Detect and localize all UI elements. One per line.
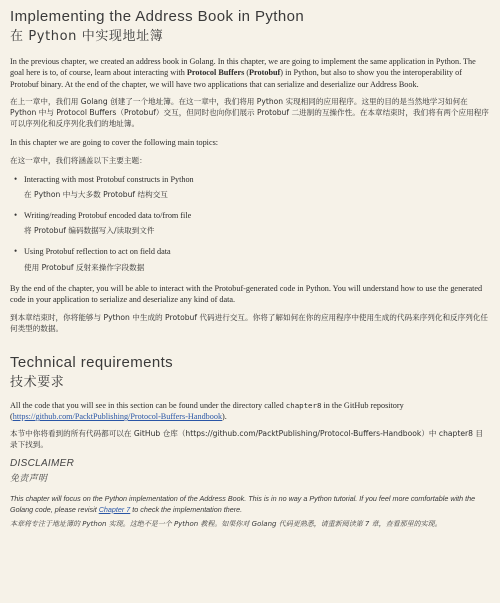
list-item — [10, 246, 490, 272]
topics-intro-en: In this chapter we are going to cover the following main topics: — [10, 138, 219, 148]
intro-paragraph-en: In the previous chapter, we created an address book in Golang. In this chapter, we are going to implement the same application in Python. The goal here is to, of course, learn about interacting with Protocol Buffers (Protobuf) in Python, but also to show you the interoperability of Protobuf binary. At the end of the chapter, we will have two applications that can serialize and deserialize our Address Book. — [10, 57, 476, 89]
chapter-7-link[interactable]: Chapter 7 — [98, 504, 131, 514]
topics-intro-cn: 在这一章中，我们将涵盖以下主要主题： — [10, 155, 147, 165]
document-page — [10, 8, 490, 534]
list-item — [10, 174, 490, 200]
protobuf-term: Protobuf — [249, 68, 281, 78]
chapter-title-cn: 在 Python 中实现地址簿 — [10, 29, 164, 44]
section-title-en: Technical requirements — [10, 353, 174, 371]
tech-paragraph-en: All the code that you will see in this section can be found under the directory called chapter8 in the GitHub repository (https://github.com/PacktPublishing/Protocol-Buffers-Handbook). — [10, 400, 404, 422]
github-repo-link[interactable]: https://github.com/PacktPublishing/Protocol-Buffers-Handbook — [12, 412, 223, 422]
topic-cn: 使用 Protobuf 反射来操作字段数据 — [24, 262, 145, 272]
outro-paragraph-cn: 到本章结束时，你将能够与 Python 中生成的 Protobuf 代码进行交互。你将了解如何在你的应用程序中使用生成的代码来序列化和反序列化任何类型的数据。 — [10, 312, 489, 333]
topic-en: • Using Protobuf reflection to act on field data — [24, 247, 171, 257]
topic-cn: 在 Python 中与大多数 Protobuf 结构交互 — [24, 190, 168, 200]
topics-list — [10, 174, 490, 273]
protocol-buffers-term: Protocol Buffers — [186, 68, 245, 78]
disclaimer-title-cn: 免责声明 — [10, 474, 48, 485]
tech-paragraph-cn: 本节中你将看到的所有代码都可以在 GitHub 仓库（https://github.com/PacktPublishing/Protocol-Buffers-Handbook）中 chapter8 目录下找到。 — [10, 429, 483, 450]
section-title-cn: 技术要求 — [10, 374, 65, 390]
disclaimer-paragraph-en: This chapter will focus on the Python implementation of the Address Book. This is in no way a Python tutorial. If you feel more comfortable with the Golang code, please revisit Chapter 7 to check the implementation there. — [10, 494, 476, 514]
directory-name: chapter8 — [285, 400, 322, 410]
topic-en: • Interacting with most Protobuf constructs in Python — [24, 174, 194, 184]
chapter-title-en: Implementing the Address Book in Python — [10, 8, 305, 25]
topic-en: • Writing/reading Protobuf encoded data to/from file — [24, 211, 192, 221]
disclaimer-paragraph-cn: 本章将专注于地址簿的 Python 实现。这绝不是一个 Python 教程。如果你对 Golang 代码更熟悉，请重新阅读第 7 章，查看那里的实现。 — [10, 520, 442, 529]
intro-paragraph-cn: 在上一章中，我们用 Golang 创建了一个地址簿。在这一章中，我们将用 Python 实现相同的应用程序。这里的目的是当然地学习如何在 Python 中与 Protocol Buffers（Protobuf）交互，但同时也向你们展示 Protobuf 二进制的互操作性。在本章结束时，我们将有两个应用程序可以序列化和反序列化我们的地址簿。 — [10, 97, 489, 129]
list-item — [10, 210, 490, 236]
topic-cn: 将 Protobuf 编码数据写入/读取到文件 — [24, 226, 155, 236]
disclaimer-title-en: DISCLAIMER — [10, 458, 75, 470]
outro-paragraph-en: By the end of the chapter, you will be able to interact with the Protobuf-generated code in Python. You will understand how to use the generated code in your application to serialize and deserialize any kind of data. — [10, 283, 483, 305]
